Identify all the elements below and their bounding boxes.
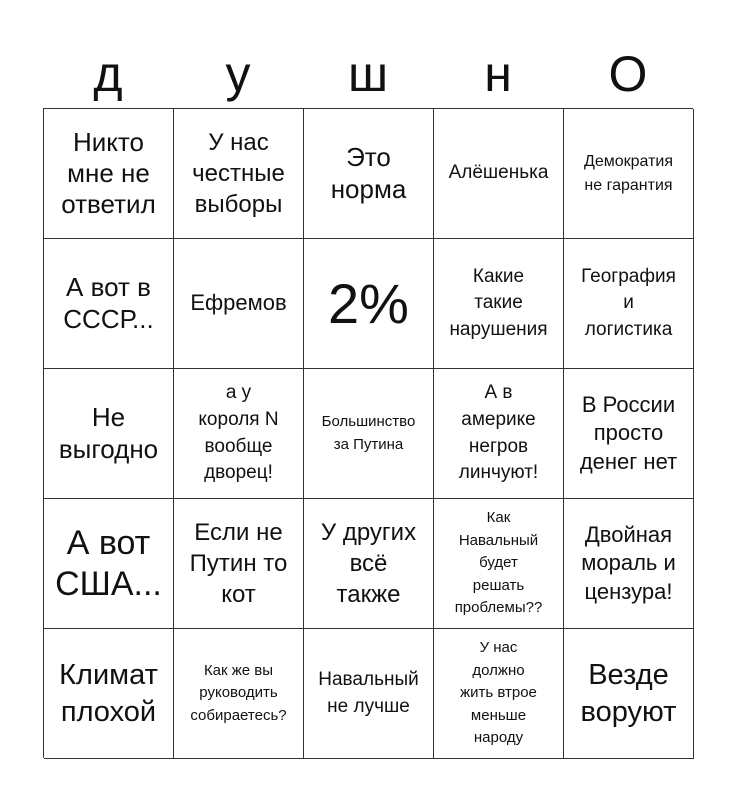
bingo-cell-r3c1[interactable]: Не выгодно [44,369,174,499]
bingo-cell-r4c5[interactable]: Двойная мораль и цензура! [564,499,694,629]
bingo-header [43,40,693,108]
bingo-cell-r1c5[interactable]: Демократия не гарантия [564,109,694,239]
bingo-cell-r1c4[interactable]: Алёшенька [434,109,564,239]
bingo-cell-r4c2[interactable]: Если не Путин то кот [174,499,304,629]
header-letter-u: у [225,46,251,102]
bingo-cell-r2c1[interactable]: А вот в СССР... [44,239,174,369]
bingo-cell-r4c1[interactable]: А вот США... [44,499,174,629]
header-letter-sh: ш [347,46,389,102]
bingo-cell-r2c4[interactable]: Какие такие нарушения [434,239,564,369]
bingo-cell-r1c1[interactable]: Никто мне не ответил [44,109,174,239]
bingo-cell-r1c3[interactable]: Это норма [304,109,434,239]
bingo-cell-r1c2[interactable]: У нас честные выборы [174,109,304,239]
bingo-cell-r4c4[interactable]: Как Навальный будет решать проблемы?? [434,499,564,629]
bingo-cell-r2c3[interactable]: 2% [304,239,434,369]
bingo-cell-r2c2[interactable]: Ефремов [174,239,304,369]
bingo-cell-r5c5[interactable]: Везде воруют [564,629,694,759]
bingo-cell-r5c4[interactable]: У нас должно жить втрое меньше народу [434,629,564,759]
bingo-cell-r5c2[interactable]: Как же вы руководить собираетесь? [174,629,304,759]
bingo-cell-r3c3[interactable]: Большинство за Путина [304,369,434,499]
bingo-cell-r4c3[interactable]: У других всё также [304,499,434,629]
bingo-cell-r3c2[interactable]: а у короля N вообще дворец! [174,369,304,499]
bingo-cell-r5c1[interactable]: Климат плохой [44,629,174,759]
bingo-cell-r3c5[interactable]: В России просто денег нет [564,369,694,499]
header-letter-n: н [484,46,512,102]
bingo-cell-r2c5[interactable]: География и логистика [564,239,694,369]
bingo-cell-r3c4[interactable]: А в америке негров линчуют! [434,369,564,499]
header-letter-o: О [608,46,648,102]
header-letter-d: д [93,46,123,102]
bingo-grid [43,108,693,758]
bingo-cell-r5c3[interactable]: Навальный не лучше [304,629,434,759]
